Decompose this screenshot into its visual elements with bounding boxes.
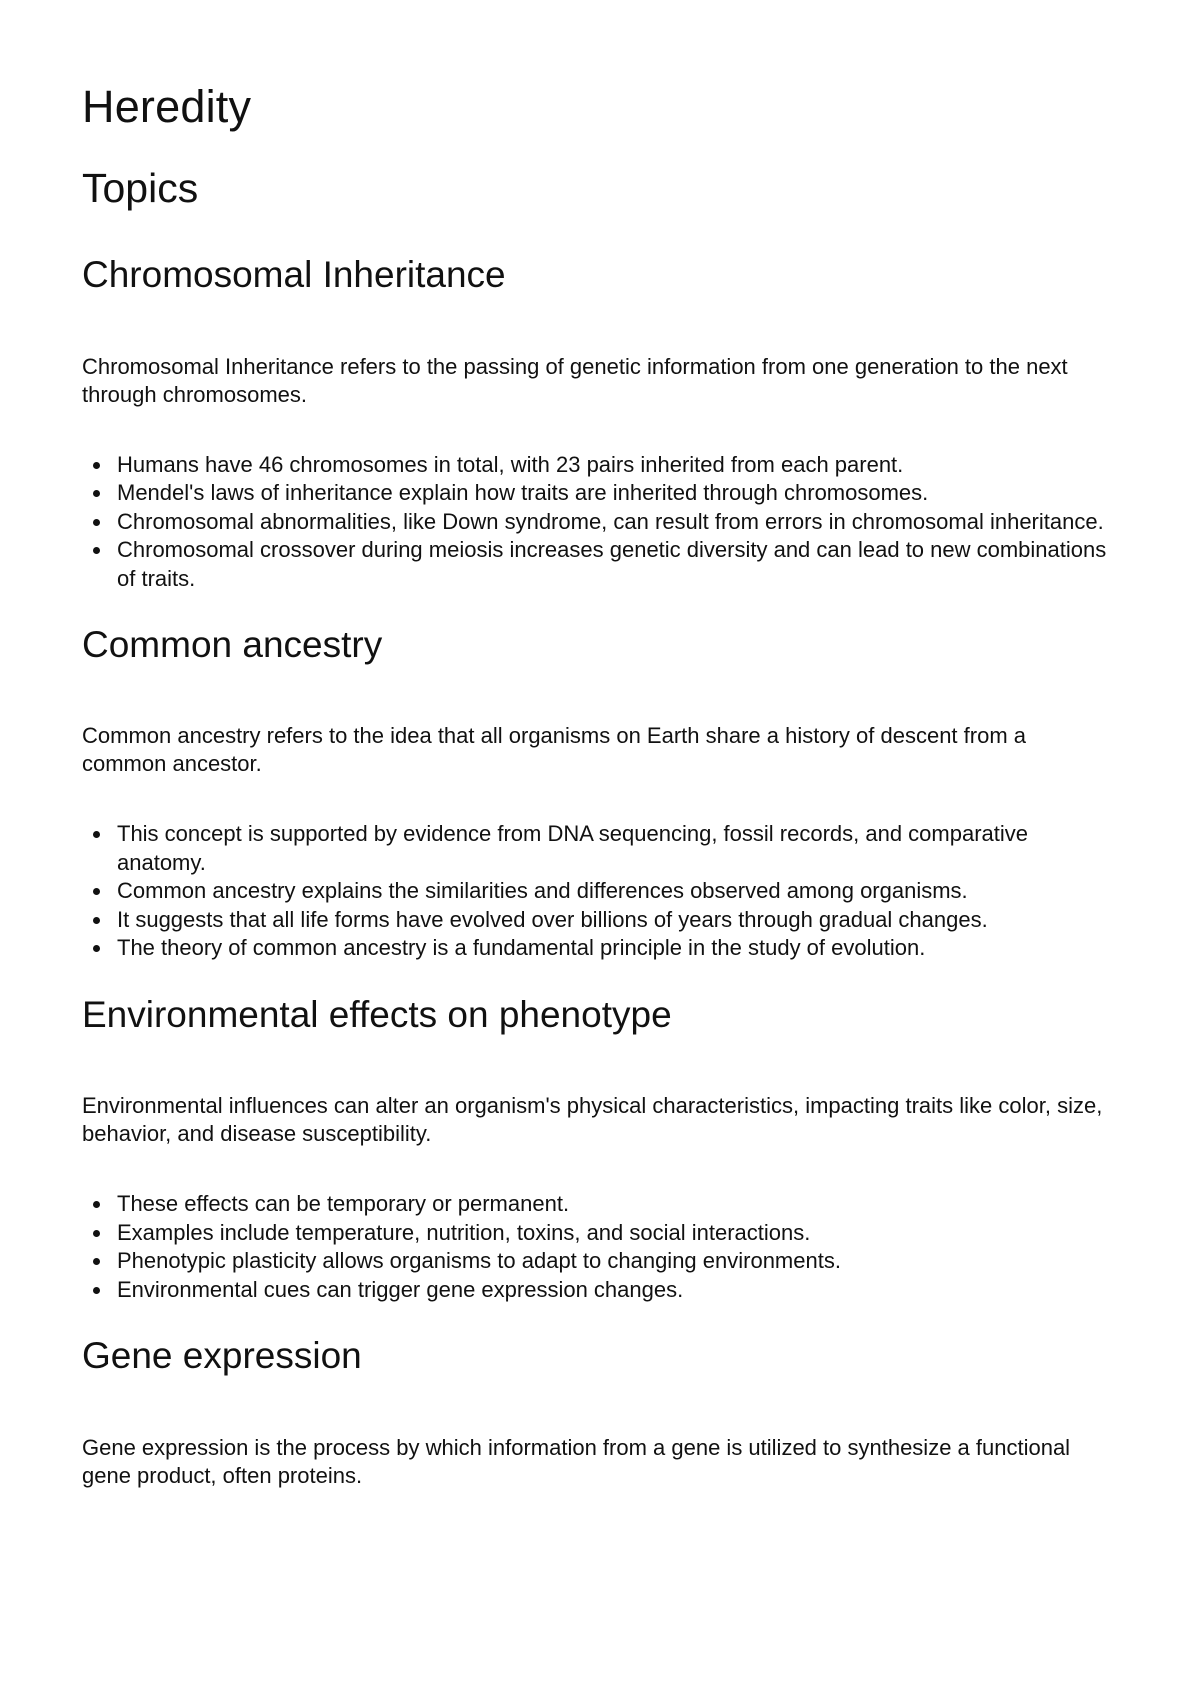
- list-item-text: Mendel's laws of inheritance explain how traits are inherited through chromosomes.: [117, 480, 929, 506]
- list-item: [82, 1276, 1118, 1305]
- list-item: [82, 1190, 1118, 1219]
- section-chromosomal-inheritance: [82, 253, 1118, 593]
- bullet-list: [82, 451, 1118, 594]
- list-item: [82, 877, 1118, 906]
- bullet-icon: [93, 1258, 100, 1265]
- bullet-icon: [93, 1230, 100, 1237]
- section-heading: Environmental effects on phenotype: [82, 993, 672, 1035]
- bullet-icon: [93, 547, 100, 554]
- bullet-icon: [93, 462, 100, 469]
- list-item-text: Examples include temperature, nutrition, toxins, and social interactions.: [117, 1219, 811, 1245]
- bullet-icon: [93, 519, 100, 526]
- topics-heading: Topics: [82, 165, 199, 211]
- bullet-icon: [93, 917, 100, 924]
- section-heading: Gene expression: [82, 1335, 362, 1377]
- list-item-text: The theory of common ancestry is a fundamental principle in the study of evolution.: [117, 935, 926, 961]
- bullet-icon: [93, 1287, 100, 1294]
- list-item: [82, 934, 1118, 963]
- section-gene-expression: [82, 1334, 1118, 1489]
- section-intro: Gene expression is the process by which information from a gene is utilized to synthesize a functional gene product, often proteins.: [82, 1434, 1071, 1488]
- bullet-icon: [93, 1201, 100, 1208]
- list-item: [82, 820, 1118, 877]
- list-item-text: This concept is supported by evidence from DNA sequencing, fossil records, and comparative anatomy.: [117, 821, 1029, 875]
- section-intro: Environmental influences can alter an organism's physical characteristics, impacting traits like color, size, behavior, and disease susceptibility.: [82, 1093, 1103, 1147]
- list-item: [82, 536, 1118, 593]
- bullet-list: [82, 1190, 1118, 1304]
- list-item: [82, 508, 1118, 537]
- list-item-text: Phenotypic plasticity allows organisms to adapt to changing environments.: [117, 1248, 841, 1274]
- list-item-text: It suggests that all life forms have evolved over billions of years through gradual changes.: [117, 906, 988, 932]
- bullet-icon: [93, 831, 100, 838]
- section-common-ancestry: [82, 623, 1118, 963]
- bullet-list: [82, 820, 1118, 963]
- list-item: [82, 451, 1118, 480]
- section-heading: Chromosomal Inheritance: [82, 254, 506, 296]
- list-item-text: Environmental cues can trigger gene expression changes.: [117, 1276, 684, 1302]
- bullet-icon: [93, 888, 100, 895]
- list-item: [82, 1219, 1118, 1248]
- list-item: [82, 479, 1118, 508]
- list-item-text: Chromosomal crossover during meiosis increases genetic diversity and can lead to new combinations of traits.: [117, 537, 1107, 591]
- list-item-text: These effects can be temporary or permanent.: [117, 1191, 570, 1217]
- list-item-text: Chromosomal abnormalities, like Down syndrome, can result from errors in chromosomal inheritance.: [117, 508, 1104, 534]
- bullet-icon: [93, 490, 100, 497]
- bullet-icon: [93, 945, 100, 952]
- section-intro: Chromosomal Inheritance refers to the passing of genetic information from one generation to the next through chromosomes.: [82, 353, 1068, 407]
- section-heading: Common ancestry: [82, 624, 383, 666]
- list-item: [82, 1247, 1118, 1276]
- list-item-text: Humans have 46 chromosomes in total, with 23 pairs inherited from each parent.: [117, 451, 904, 477]
- document-title: Heredity: [82, 81, 252, 132]
- list-item: [82, 906, 1118, 935]
- section-intro: Common ancestry refers to the idea that all organisms on Earth share a history of descent from a common ancestor.: [82, 723, 1027, 777]
- section-environmental-effects: [82, 993, 1118, 1304]
- list-item-text: Common ancestry explains the similarities and differences observed among organisms.: [117, 878, 968, 904]
